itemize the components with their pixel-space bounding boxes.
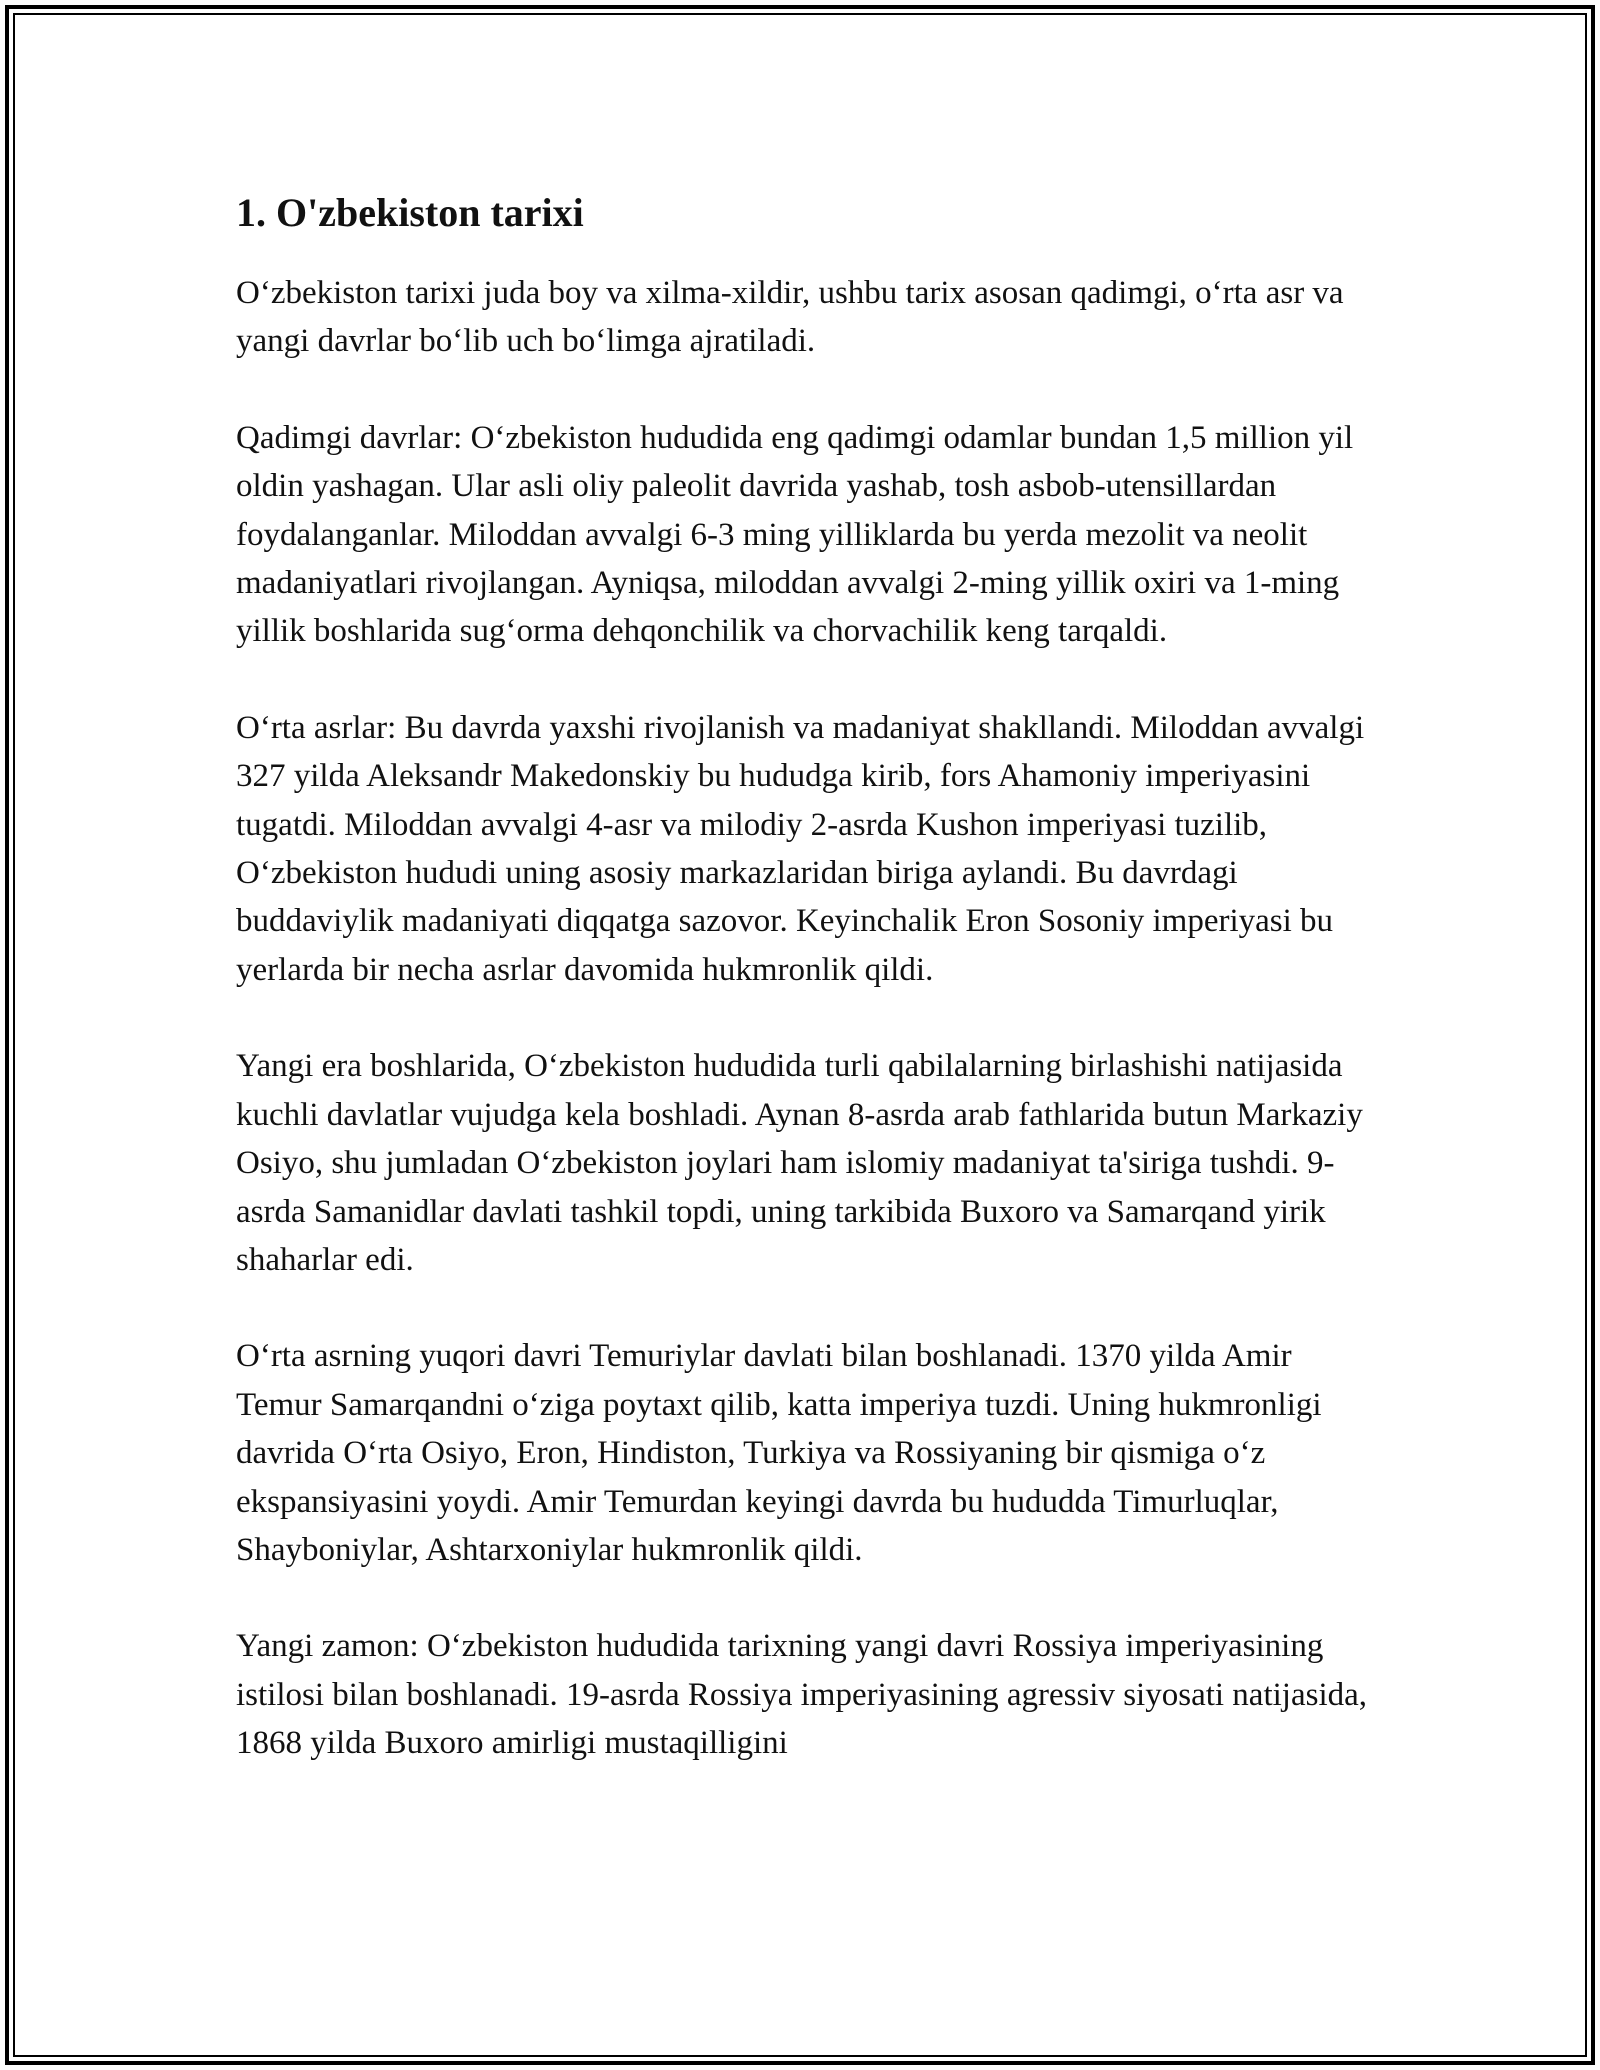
section-title: 1. O'zbekiston tarixi (236, 190, 584, 235)
paragraph-middle-ages: O‘rta asrlar: Bu davrda yaxshi rivojlanish va madaniyat shakllandi. Miloddan avvalgi 327 yilda Aleksandr Makedonskiy bu hududga kirib, fors Ahamoniy imperiyasini tugatdi. Miloddan avvalgi 4-asr va milodiy 2-asrda Kushon imperiyasi tuzilib, O‘zbekiston hududi uning asosiy markazlaridan biriga aylandi. Bu davrdagi buddaviylik madaniyati diqqatga sazovor. Keyinchalik Eron Sosoniy imperiyasi bu yerlarda bir necha asrlar davomida hukmronlik qildi. (236, 709, 1365, 988)
paragraph-ancient-period: Qadimgi davrlar: O‘zbekiston hududida eng qadimgi odamlar bundan 1,5 million yil oldin yashagan. Ular asli oliy paleolit davrida yashab, tosh asbob-utensillardan foydalanganlar. Miloddan avvalgi 6-3 ming yilliklarda bu yerda mezolit va neolit madaniyatlari rivojlangan. Ayniqsa, miloddan avvalgi 2-ming yillik oxiri va 1-ming yillik boshlarida sug‘orma dehqonchilik va chorvachilik keng tarqaldi. (236, 419, 1354, 650)
paragraph-new-era: Yangi era boshlarida, O‘zbekiston hududida turli qabilalarning birlashishi natijasida kuchli davlatlar vujudga kela boshladi. Aynan 8-asrda arab fathlarida butun Markaziy Osiyo, shu jumladan O‘zbekiston joylari ham islomiy madaniyat ta'siriga tushdi. 9-asrda Samanidlar davlati tashkil topdi, uning tarkibida Buxoro va Samarqand yirik shaharlar edi. (236, 1048, 1363, 1278)
paragraph-timurid-period: O‘rta asrning yuqori davri Temuriylar davlati bilan boshlanadi. 1370 yilda Amir Temur Samarqandni o‘ziga poytaxt qilib, katta imperiya tuzdi. Uning hukmronligi davrida O‘rta Osiyo, Eron, Hindiston, Turkiya va Rossiyaning bir qismiga o‘z ekspansiyasini yoydi. Amir Temurdan keyingi davrda bu hududda Timurluqlar, Shayboniylar, Ashtarxoniylar hukmronlik qildi. (236, 1338, 1322, 1568)
paragraph-intro: O‘zbekiston tarixi juda boy va xilma-xildir, ushbu tarix asosan qadimgi, o‘rta asr va yangi davrlar bo‘lib uch bo‘limga ajratiladi. (236, 275, 1344, 360)
paragraph-modern-times: Yangi zamon: O‘zbekiston hududida tarixning yangi davri Rossiya imperiyasining istilosi bilan boshlanadi. 19-asrda Rossiya imperiyasining agressiv siyosati natijasida, 1868 yilda Buxoro amirligi mustaqilligini (236, 1628, 1368, 1762)
document-body (236, 185, 1376, 1816)
